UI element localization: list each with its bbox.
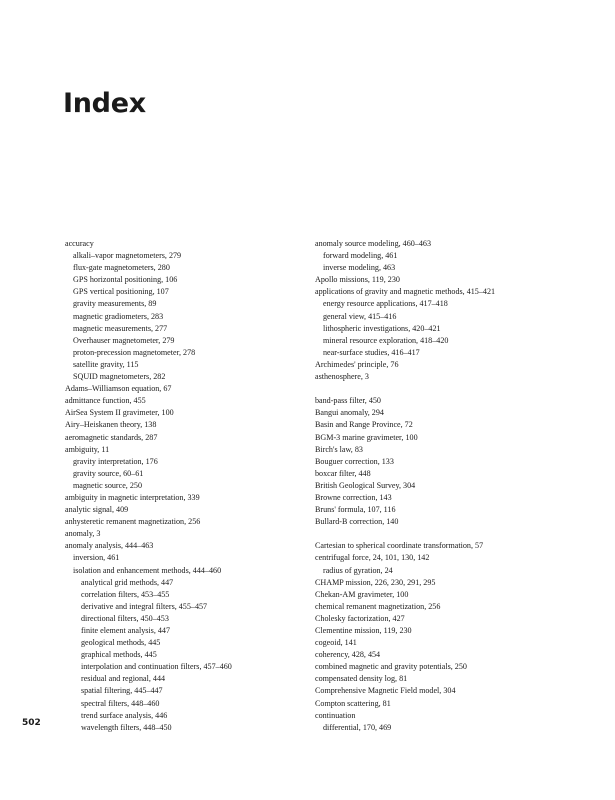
index-entry: Browne correction, 143 xyxy=(315,492,392,502)
index-subentry: GPS vertical positioning, 107 xyxy=(73,287,169,297)
index-entry: applications of gravity and magnetic methods, 415–421 xyxy=(315,287,496,297)
index-entry: Compton scattering, 81 xyxy=(315,698,391,708)
index-subentry: satellite gravity, 115 xyxy=(73,359,139,369)
index-entry: AirSea System II gravimeter, 100 xyxy=(65,408,174,418)
index-subentry: inversion, 461 xyxy=(73,553,120,563)
index-entry: Bangui anomaly, 294 xyxy=(315,408,384,418)
index-entry: centrifugal force, 24, 101, 130, 142 xyxy=(315,553,430,563)
page-number: 502 xyxy=(22,718,41,728)
index-subentry: flux-gate magnetometers, 280 xyxy=(73,263,170,273)
index-subentry: magnetic measurements, 277 xyxy=(73,323,168,333)
index-entry: asthenosphere, 3 xyxy=(315,372,369,382)
index-gap xyxy=(315,383,585,395)
index-entry: cogeoid, 141 xyxy=(315,638,357,648)
index-entry: British Geological Survey, 304 xyxy=(315,480,416,490)
index-subentry: forward modeling, 461 xyxy=(323,251,398,261)
index-entry: Bullard-B correction, 140 xyxy=(315,517,399,527)
index-subentry: analytical grid methods, 447 xyxy=(81,577,174,587)
index-subentry: magnetic gradiometers, 283 xyxy=(73,311,164,321)
index-subentry: spectral filters, 448–460 xyxy=(81,698,160,708)
index-entry: Cholesky factorization, 427 xyxy=(315,613,405,623)
index-subentry: graphical methods, 445 xyxy=(81,650,157,660)
index-entry: BGM-3 marine gravimeter, 100 xyxy=(315,432,418,442)
index-gap xyxy=(315,528,585,540)
index-entry: Archimedes' principle, 76 xyxy=(315,359,399,369)
index-entry: Chekan-AM gravimeter, 100 xyxy=(315,589,409,599)
index-entry: Apollo missions, 119, 230 xyxy=(315,275,400,285)
index-entry: ambiguity, 11 xyxy=(65,444,110,454)
index-entry: coherency, 428, 454 xyxy=(315,650,381,660)
index-subentry: GPS horizontal positioning, 106 xyxy=(73,275,178,285)
index-entry: CHAMP mission, 226, 230, 291, 295 xyxy=(315,577,436,587)
index-entry: Bouguer correction, 133 xyxy=(315,456,394,466)
index-entry: continuation xyxy=(315,710,356,720)
index-entry: band-pass filter, 450 xyxy=(315,396,381,406)
index-entry: combined magnetic and gravity potentials, 250 xyxy=(315,662,467,672)
index-entry: anhysteretic remanent magnetization, 256 xyxy=(65,517,201,527)
index-entry: compensated density log, 81 xyxy=(315,674,408,684)
index-subentry: magnetic source, 250 xyxy=(73,480,142,490)
index-entry: admittance function, 455 xyxy=(65,396,146,406)
index-subentry: differential, 170, 469 xyxy=(323,722,392,732)
index-subentry: inverse modeling, 463 xyxy=(323,263,396,273)
index-subentry: residual and regional, 444 xyxy=(81,674,166,684)
index-entry: anomaly analysis, 444–463 xyxy=(65,541,154,551)
index-entry: Comprehensive Magnetic Field model, 304 xyxy=(315,686,456,696)
index-subentry: lithospheric investigations, 420–421 xyxy=(323,323,441,333)
index-entry: analytic signal, 409 xyxy=(65,505,129,515)
index-entry: Basin and Range Province, 72 xyxy=(315,420,413,430)
index-subentry: general view, 415–416 xyxy=(323,311,397,321)
index-entry: Clementine mission, 119, 230 xyxy=(315,626,412,635)
index-entry: Birch's law, 83 xyxy=(315,444,363,454)
index-entry: Adams–Williamson equation, 67 xyxy=(65,384,172,394)
index-entry: anomaly source modeling, 460–463 xyxy=(315,239,431,248)
index-entry: chemical remanent magnetization, 256 xyxy=(315,601,441,611)
index-subentry: energy resource applications, 417–418 xyxy=(323,299,448,309)
index-subentry: correlation filters, 453–455 xyxy=(81,589,170,599)
index-subentry: spatial filtering, 445–447 xyxy=(81,686,163,696)
index-subentry: derivative and integral filters, 455–457 xyxy=(81,601,208,611)
index-subentry: isolation and enhancement methods, 444–460 xyxy=(73,565,222,575)
index-entry: anomaly, 3 xyxy=(65,529,101,539)
index-subentry: gravity measurements, 89 xyxy=(73,299,157,309)
index-subentry: alkali–vapor magnetometers, 279 xyxy=(73,251,182,261)
index-entry: Airy–Heiskanen theory, 138 xyxy=(65,420,157,430)
index-entry: boxcar filter, 448 xyxy=(315,468,371,478)
index-entry: Bruns' formula, 107, 116 xyxy=(315,505,396,515)
page-title: Index xyxy=(63,88,146,119)
index-subentry: proton-precession magnetometer, 278 xyxy=(73,347,196,357)
index-subentry: directional filters, 450–453 xyxy=(81,613,169,623)
index-entry: Cartesian to spherical coordinate transformation, 57 xyxy=(315,541,484,551)
index-column-right xyxy=(315,238,585,734)
index-subentry: finite element analysis, 447 xyxy=(81,626,171,635)
index-subentry: interpolation and continuation filters, 457–460 xyxy=(81,662,232,672)
index-column-left xyxy=(65,238,300,734)
index-subentry: gravity source, 60–61 xyxy=(73,468,144,478)
index-subentry: geological methods, 445 xyxy=(81,638,161,648)
index-subentry: SQUID magnetometers, 282 xyxy=(73,372,166,382)
index-subentry: wavelength filters, 448–450 xyxy=(81,722,172,732)
index-subentry: near-surface studies, 416–417 xyxy=(323,347,420,357)
index-subentry: gravity interpretation, 176 xyxy=(73,456,158,466)
index-subentry: Overhauser magnetometer, 279 xyxy=(73,335,175,345)
index-entry: aeromagnetic standards, 287 xyxy=(65,432,158,442)
index-subentry: mineral resource exploration, 418–420 xyxy=(323,335,449,345)
index-entry: ambiguity in magnetic interpretation, 339 xyxy=(65,492,200,502)
index-subentry: radius of gyration, 24 xyxy=(323,565,393,575)
index-entry: accuracy xyxy=(65,239,94,248)
index-subentry: trend surface analysis, 446 xyxy=(81,710,168,720)
